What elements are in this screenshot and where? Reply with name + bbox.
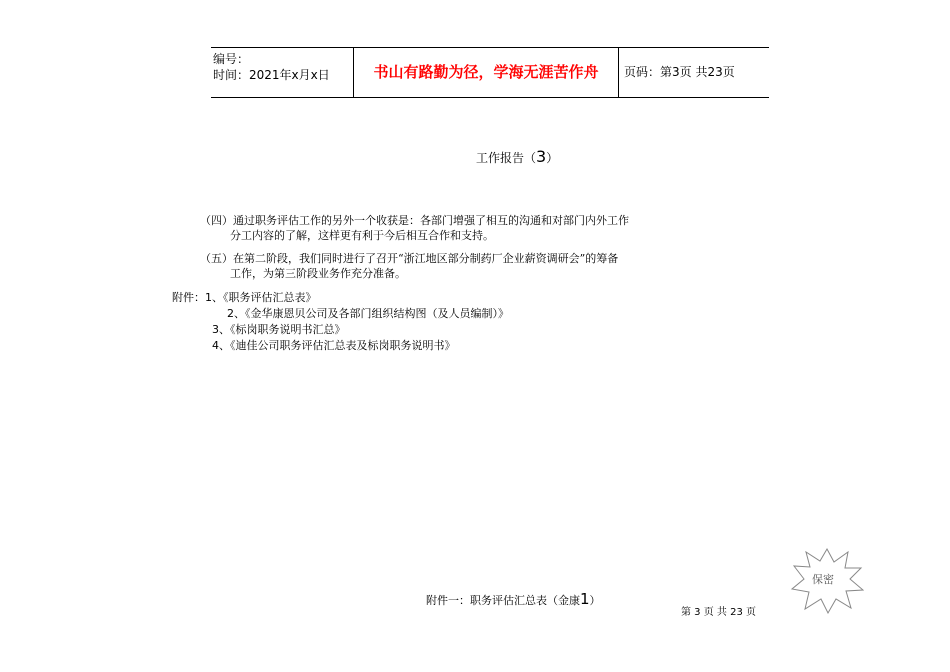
attachment-item-3: 3、《标岗职务说明书汇总》 [212,323,346,336]
stamp-text: 保密 [812,573,834,586]
paragraph-line-continued: 工作，为第三阶段业务作充分准备。 [230,267,406,280]
title-close: ） [546,151,559,165]
page-header [211,47,769,98]
footer-page-number: 第 3 页 共 23 页 [681,607,756,618]
header-meta [213,51,330,83]
title-number: 3 [536,147,547,166]
paragraph-line: （四）通过职务评估工作的另外一个收获是：各部门增强了相互的沟通和对部门内外工作 [200,214,629,227]
attachment-text: 1、《职务评估汇总表》 [205,291,317,304]
paragraph-five [200,251,645,281]
footer-title-text: 附件一：职务评估汇总表（金康 [426,594,580,607]
header-divider-right [618,48,619,97]
serial-number-label: 编号： [213,52,250,66]
footer-title-close: ） [589,594,601,607]
date-label: 时间：2021年x月x日 [213,68,330,82]
attachment-item-1 [172,290,317,306]
header-page-code: 页码：第3页 共23页 [624,65,735,79]
attachment-item-2: 2、《金华康恩贝公司及各部门组织结构图（及人员编制）》 [227,307,509,320]
paragraph-line-continued: 分工内容的了解，这样更有利于今后相互合作和支持。 [230,229,494,242]
attachments-label: 附件： [172,291,205,304]
paragraph-line: （五）在第二阶段，我们同时进行了召开“浙江地区部分制药厂企业薪资调研会”的筹备 [200,252,619,265]
attachment-item-4: 4、《迪佳公司职务评估汇总表及标岗职务说明书》 [212,339,456,352]
paragraph-four [200,213,645,243]
title-text: 工作报告（ [476,151,537,165]
header-motto: 书山有路勤为径，学海无涯苦作舟 [373,63,599,81]
document-title [476,147,558,166]
footer-title-number: 1 [580,590,590,608]
footer-attachment-title [426,590,601,608]
